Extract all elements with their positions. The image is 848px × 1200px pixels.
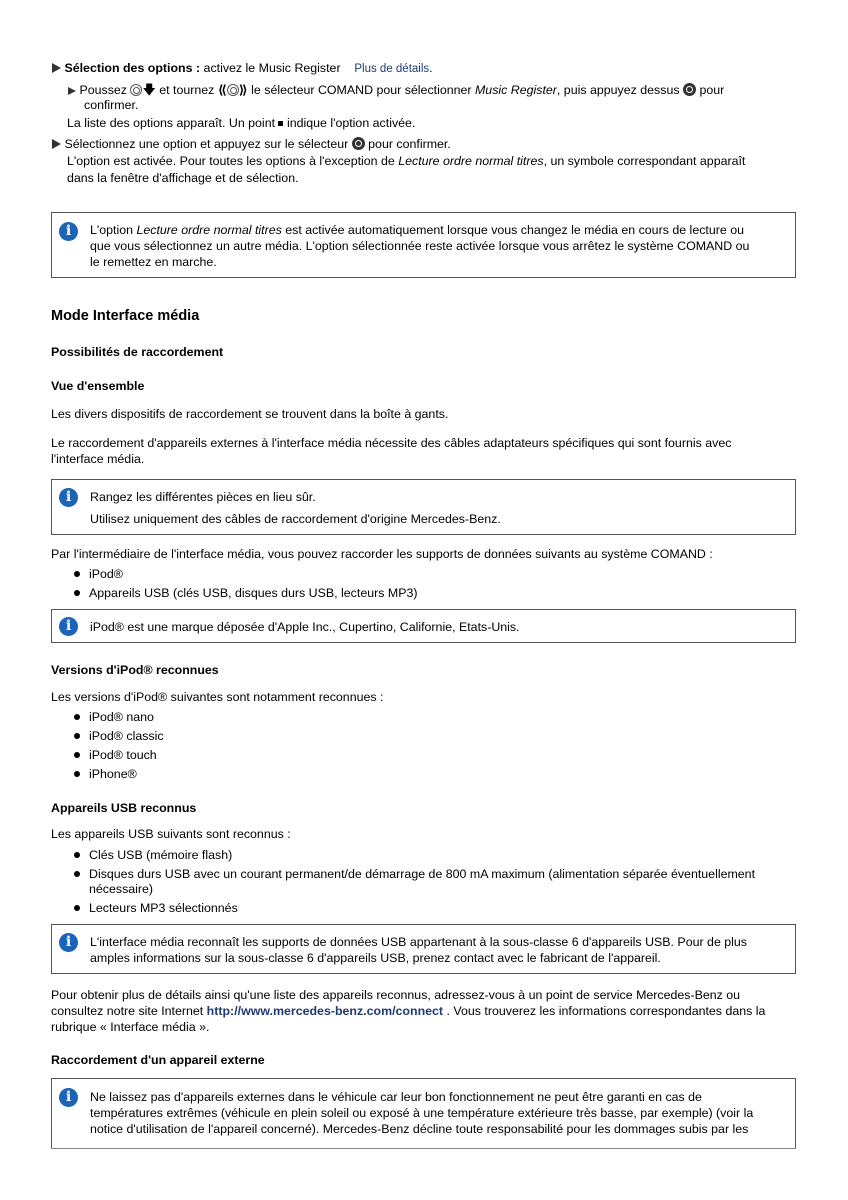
list-item: iPhone®: [89, 767, 137, 781]
rotate-right-icon: ⟫: [238, 83, 248, 97]
note-line: amples informations sur la sous-classe 6 d'appareils USB, prenez contact avec le fabricant de l'appareil.: [90, 951, 661, 965]
step-end: .: [429, 61, 433, 75]
step-arrow-icon: [52, 139, 61, 149]
comand-controller-icon: [130, 84, 142, 96]
paragraph: Par l'intermédiaire de l'interface média, vous pouvez raccorder les supports de données suivants au système COMAND :: [51, 547, 713, 561]
step-select-option: [52, 137, 451, 152]
music-register-label: Music Register: [474, 83, 557, 97]
result-italic: Lecture ordre normal titres: [398, 154, 544, 168]
step-selection-options: [52, 61, 433, 77]
sub-step-push-turn: [68, 82, 724, 98]
info-note-box: [51, 212, 796, 278]
note-text: L'option: [90, 223, 134, 237]
note-line: Utilisez uniquement des câbles de raccordement d'origine Mercedes-Benz.: [90, 512, 501, 526]
step-arrow-icon: [52, 63, 61, 73]
sub-step-text: le sélecteur COMAND pour sélectionner: [251, 83, 472, 97]
list-item: iPod®: [89, 567, 123, 581]
sub-step-text-line2: confirmer.: [84, 98, 139, 112]
info-note-box: [51, 479, 796, 535]
sub-step-text: Poussez: [79, 83, 127, 97]
step-text: Sélectionnez une option et appuyez sur le sélecteur: [64, 137, 349, 151]
bullet-icon: [74, 571, 80, 577]
paragraph: rubrique « Interface média ».: [51, 1020, 210, 1034]
note-line: Ne laissez pas d'appareils externes dans le véhicule car leur bon fonctionnement ne peut être garanti en cas de: [90, 1090, 702, 1104]
note-text: est activée automatiquement lorsque vous changez le média en cours de lecture ou: [285, 223, 744, 237]
step-text: activez le Music Register: [203, 61, 341, 75]
step-arrow-icon: [68, 87, 76, 95]
sub-step-text: pour: [699, 83, 725, 97]
more-details-link[interactable]: Plus de détails: [354, 63, 430, 75]
list-item: Disques durs USB avec un courant permanent/de démarrage de 800 mA maximum (alimentation séparée éventuellement: [89, 867, 756, 881]
subsection-title: Possibilités de raccordement: [51, 345, 224, 359]
note-line: températures extrêmes (véhicule en plein soleil ou exposé à une température extérieure très basse, par exemple) (voir la: [90, 1106, 754, 1120]
note-line: notice d'utilisation de l'appareil concerné). Mercedes-Benz décline toute responsabilité pour les dommages subis par les: [90, 1122, 749, 1136]
paragraph-with-link: [51, 1004, 765, 1019]
note-line: L'interface média reconnaît les supports de données USB appartenant à la sous-classe 6 d'appareils USB. Pour de plus: [90, 935, 748, 949]
paragraph: Les versions d'iPod® suivantes sont notamment reconnues :: [51, 690, 384, 704]
paragraph: l'interface média.: [51, 452, 145, 466]
result-text-line1: [67, 154, 745, 169]
bullet-icon: [74, 752, 80, 758]
note-line: [90, 222, 744, 238]
info-note-box: [51, 609, 796, 643]
result-text: , un symbole correspondant apparaît: [543, 154, 746, 168]
sub-step-text: , puis appuyez dessus: [556, 83, 680, 97]
info-icon: i: [59, 488, 78, 507]
section-title: Mode Interface média: [51, 308, 200, 324]
sub-step-text: et tournez: [159, 83, 215, 97]
bullet-icon: [74, 733, 80, 739]
paragraph-text: . Vous trouverez les informations correspondantes dans la: [446, 1004, 766, 1018]
step-label: Sélection des options :: [64, 61, 201, 75]
note-italic: Lecture ordre normal titres: [136, 223, 282, 237]
bullet-icon: [74, 852, 80, 858]
subsection-title: Versions d'iPod® reconnues: [51, 663, 219, 677]
step-text: pour confirmer.: [368, 137, 451, 151]
rotate-left-icon: ⟪: [217, 83, 227, 97]
active-dot-icon: [278, 121, 283, 126]
info-icon: i: [59, 1088, 78, 1107]
list-text: La liste des options apparaît. Un point: [67, 116, 276, 130]
list-item: iPod® classic: [89, 729, 164, 743]
list-item: Appareils USB (clés USB, disques durs USB, lecteurs MP3): [89, 586, 418, 600]
list-text: indique l'option activée.: [286, 116, 416, 130]
paragraph: Pour obtenir plus de détails ainsi qu'une liste des appareils reconnus, adressez-vous à un point de service Mercedes-Benz ou: [51, 988, 741, 1002]
subsection-title: Vue d'ensemble: [51, 379, 145, 393]
info-icon: i: [59, 222, 78, 241]
list-item: Lecteurs MP3 sélectionnés: [89, 901, 238, 915]
bullet-icon: [74, 871, 80, 877]
options-list-text: [67, 116, 415, 131]
note-line: Rangez les différentes pièces en lieu sûr.: [90, 490, 316, 504]
paragraph: Le raccordement d'appareils externes à l'interface média nécessite des câbles adaptateurs spécifiques qui sont fournis avec: [51, 436, 732, 450]
info-note-box: [51, 924, 796, 974]
paragraph: Les divers dispositifs de raccordement se trouvent dans la boîte à gants.: [51, 407, 449, 421]
bullet-icon: [74, 590, 80, 596]
list-item: nécessaire): [89, 882, 154, 896]
mercedes-connect-link[interactable]: http://www.mercedes-benz.com/connect: [206, 1004, 444, 1018]
info-note-box: [51, 1078, 796, 1149]
info-icon: i: [59, 933, 78, 952]
subsection-title: Raccordement d'un appareil externe: [51, 1053, 265, 1067]
list-item: iPod® touch: [89, 748, 157, 762]
subsection-title: Appareils USB reconnus: [51, 801, 197, 815]
arrow-down-icon: 🡇: [142, 82, 156, 97]
note-line: que vous sélectionnez un autre média. L'option sélectionnée reste activée lorsque vous arrêtez le système COMAND ou: [90, 239, 750, 253]
comand-controller-icon: [227, 84, 239, 96]
result-text: L'option est activée. Pour toutes les options à l'exception de: [67, 154, 395, 168]
page-bottom-rule: [51, 1148, 796, 1149]
press-controller-icon: [352, 137, 365, 150]
bullet-icon: [74, 771, 80, 777]
list-item: Clés USB (mémoire flash): [89, 848, 233, 862]
paragraph: Les appareils USB suivants sont reconnus :: [51, 827, 291, 841]
list-item: iPod® nano: [89, 710, 154, 724]
result-text-line2: dans la fenêtre d'affichage et de sélection.: [67, 171, 299, 185]
note-line: le remettez en marche.: [90, 255, 217, 269]
note-line: iPod® est une marque déposée d'Apple Inc., Cupertino, Californie, Etats-Unis.: [90, 620, 520, 634]
bullet-icon: [74, 905, 80, 911]
paragraph-text: consultez notre site Internet: [51, 1004, 204, 1018]
bullet-icon: [74, 714, 80, 720]
info-icon: i: [59, 617, 78, 636]
press-controller-icon: [683, 83, 696, 96]
